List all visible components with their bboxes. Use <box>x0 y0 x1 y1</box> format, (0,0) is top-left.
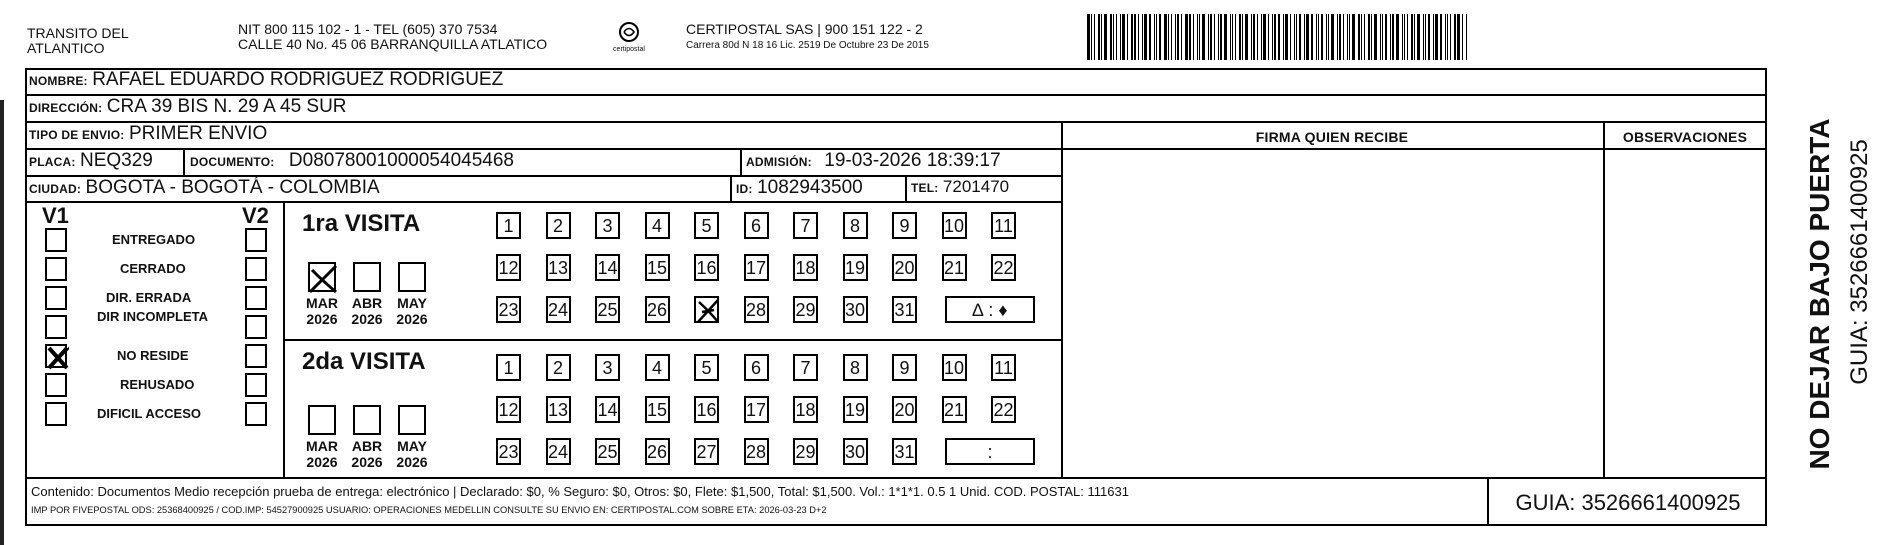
day-box[interactable]: 26 <box>645 296 670 323</box>
day-box[interactable]: 12 <box>496 396 521 423</box>
barcode-icon <box>1087 14 1617 60</box>
barcode-bar <box>1210 14 1212 60</box>
day-box[interactable]: 16 <box>694 254 719 281</box>
day-box[interactable]: 2 <box>546 354 571 381</box>
admision-divider <box>740 148 742 175</box>
barcode-bar <box>1328 14 1329 60</box>
barcode-bar <box>1339 14 1341 60</box>
month-name: MAY <box>397 295 427 311</box>
direccion-value: CRA 39 BIS N. 29 A 45 SUR <box>106 96 347 117</box>
month-label <box>344 295 390 327</box>
barcode-bar <box>1321 14 1323 60</box>
barcode-bar <box>1414 14 1415 60</box>
barcode-bar <box>1402 14 1403 60</box>
barcode-bar <box>1175 14 1176 60</box>
day-box[interactable]: 24 <box>546 296 571 323</box>
month-label <box>344 438 390 470</box>
certipostal-logo-caption: certipostal <box>613 46 645 53</box>
day-box[interactable]: 19 <box>843 254 868 281</box>
barcode-bar <box>1411 14 1413 60</box>
barcode-bar <box>1094 14 1095 60</box>
day-box[interactable]: 5 <box>694 212 719 239</box>
barcode-bar <box>1101 14 1102 60</box>
day-box[interactable]: 7 <box>793 212 818 239</box>
nombre-row <box>29 69 503 91</box>
barcode-bar <box>1087 14 1090 60</box>
v2-checkbox[interactable] <box>245 286 267 310</box>
reason-label: REHUSADO <box>120 377 195 392</box>
barcode-bar <box>1294 14 1295 60</box>
day-box[interactable]: 21 <box>942 396 967 423</box>
admision-label: ADMISIÓN: <box>746 155 812 169</box>
second-visit-title: 2da VISITA <box>302 348 426 375</box>
day-box[interactable]: 15 <box>645 396 670 423</box>
barcode-bar <box>1268 14 1269 60</box>
reason-label: DIR INCOMPLETA <box>97 309 208 324</box>
barcode-bar <box>1214 14 1215 60</box>
v1-checkbox[interactable] <box>45 228 67 252</box>
barcode-bar <box>1445 14 1446 60</box>
ciudad-value: BOGOTA - BOGOTÁ - COLOMBIA <box>85 177 380 198</box>
barcode-bar <box>1251 14 1252 60</box>
carrier-info <box>686 22 929 51</box>
day-box[interactable]: 28 <box>744 438 769 465</box>
time-box[interactable]: : <box>945 438 1035 465</box>
observaciones-area[interactable] <box>1605 150 1765 475</box>
org-contact <box>238 22 547 52</box>
barcode-bar <box>1331 14 1334 60</box>
month-name: ABR <box>351 438 383 454</box>
placa-label: PLACA: <box>29 155 76 169</box>
barcode-bar <box>1149 14 1151 60</box>
month-year: 2026 <box>351 311 383 327</box>
barcode-bar <box>1352 14 1355 60</box>
barcode-bar <box>1257 14 1258 60</box>
nombre-value: RAFAEL EDUARDO RODRIGUEZ RODRIGUEZ <box>92 69 504 90</box>
barcode-bar <box>1358 14 1360 60</box>
v1-header: V1 <box>42 203 69 228</box>
barcode-bar <box>1457 14 1460 60</box>
firma-area[interactable] <box>1063 150 1601 475</box>
side-vertical-text <box>1770 68 1873 526</box>
day-box[interactable]: 25 <box>595 296 620 323</box>
barcode-bar <box>1138 14 1139 60</box>
month-mark-icon <box>310 264 338 294</box>
barcode-bar <box>1171 14 1172 60</box>
barcode-bar <box>1230 14 1231 60</box>
barcode-bar <box>1177 14 1179 60</box>
address-line: CALLE 40 No. 45 06 BARRANQUILLA ATLATICO <box>238 36 548 52</box>
barcode-bar <box>1337 14 1338 60</box>
day-box[interactable]: 8 <box>843 354 868 381</box>
barcode-bar <box>1208 14 1209 60</box>
reason-label: DIFICIL ACCESO <box>97 406 202 421</box>
barcode-bar <box>1278 14 1280 60</box>
month-checkbox[interactable] <box>398 262 426 292</box>
barcode-bar <box>1371 14 1372 60</box>
documento-label: DOCUMENTO: <box>190 155 275 169</box>
barcode-bar <box>1239 14 1241 60</box>
placa-cell <box>29 150 153 172</box>
barcode-bar <box>1349 14 1350 60</box>
barcode-bar <box>1318 14 1319 60</box>
barcode-bar <box>1392 14 1394 60</box>
barcode-bar <box>1261 14 1262 60</box>
check-mark-icon <box>47 346 69 370</box>
day-box[interactable]: 10 <box>942 354 967 381</box>
barcode-bar <box>1104 14 1107 60</box>
time-box[interactable]: ∆ : ♦ <box>945 296 1035 323</box>
day-box[interactable]: 3 <box>595 212 620 239</box>
barcode-bar <box>1466 14 1467 60</box>
v2-checkbox[interactable] <box>245 228 267 252</box>
barcode-bar <box>1122 14 1125 60</box>
day-box[interactable]: 14 <box>595 396 620 423</box>
barcode-bar <box>1197 14 1198 60</box>
day-box[interactable]: 26 <box>645 438 670 465</box>
barcode-bar <box>1181 14 1182 60</box>
footer-imp-line: IMP POR FIVEPOSTAL ODS: 25368400925 / COD.IMP: 54527900925 USUARIO: OPERACIONES MEDELLIN CONSULTE SU ENVIO EN: CERTIPOSTAL.COM SOBRE ETA: 2026-03-23 D+2 <box>31 505 827 515</box>
torn-edge <box>0 100 4 545</box>
barcode-bar <box>1462 14 1463 60</box>
barcode-bar <box>1142 14 1143 60</box>
day-box[interactable]: 6 <box>744 354 769 381</box>
day-box[interactable]: 5 <box>694 354 719 381</box>
footer-contenido: Contenido: Documentos Medio recepción prueba de entrega: electrónico | Declarado: $0, % Seguro: $0, Otros: $0, Flete: $1,500, Total: $1,500. Vol.: 1*1*1. 0.5 1 Unid. COD. POSTAL: 111631 <box>31 484 1129 499</box>
barcode-bar <box>1382 14 1383 60</box>
day-box[interactable]: 3 <box>595 354 620 381</box>
day-box[interactable]: 17 <box>744 254 769 281</box>
barcode-bar <box>1156 14 1157 60</box>
month-checkbox[interactable] <box>353 262 381 292</box>
day-box[interactable]: 9 <box>892 212 917 239</box>
day-box[interactable]: 11 <box>991 354 1016 381</box>
month-checkbox[interactable] <box>308 405 336 435</box>
barcode-bar <box>1110 14 1112 60</box>
admision-cell <box>746 150 1001 172</box>
observaciones-header: OBSERVACIONES <box>1622 129 1748 145</box>
day-box[interactable]: 29 <box>793 296 818 323</box>
barcode-bar <box>1311 14 1313 60</box>
day-box[interactable]: 18 <box>793 254 818 281</box>
barcode-bar <box>1326 14 1327 60</box>
barcode-bar <box>1098 14 1100 60</box>
barcode-bar <box>1296 14 1297 60</box>
v1-checkbox[interactable] <box>45 286 67 310</box>
barcode-bar <box>1361 14 1362 60</box>
barcode-bar <box>1304 14 1305 60</box>
documento-value: D08078001000054045468 <box>288 150 514 171</box>
barcode-bar <box>1199 14 1200 60</box>
month-year: 2026 <box>396 454 428 470</box>
barcode-bar <box>1242 14 1243 60</box>
barcode-bar <box>1131 14 1133 60</box>
barcode-bar <box>1433 14 1434 60</box>
ciudad-label: CIUDAD: <box>29 182 82 196</box>
reasons-divider <box>283 201 285 477</box>
v1-checkbox[interactable] <box>45 402 67 426</box>
barcode-bar <box>1396 14 1399 60</box>
barcode-bar <box>1404 14 1405 60</box>
day-box[interactable]: 7 <box>793 354 818 381</box>
day-box[interactable]: 20 <box>892 396 917 423</box>
barcode-bar <box>1390 14 1391 60</box>
day-box[interactable]: 13 <box>546 254 571 281</box>
month-name: MAY <box>397 438 427 454</box>
reason-label: NO RESIDE <box>117 348 189 363</box>
id-divider <box>730 175 732 201</box>
barcode-bar <box>1454 14 1456 60</box>
day-box[interactable]: 30 <box>843 438 868 465</box>
org-line1: TRANSITO DEL <box>27 25 129 41</box>
id-label: ID: <box>736 182 753 196</box>
barcode-bar <box>1428 14 1430 60</box>
barcode-bar <box>1274 14 1276 60</box>
month-label <box>299 438 345 470</box>
month-label <box>299 295 345 327</box>
barcode-bar <box>1440 14 1442 60</box>
tel-divider <box>905 175 907 201</box>
barcode-bar <box>1425 14 1426 60</box>
barcode-bar <box>1374 14 1377 60</box>
barcode-bar <box>1423 14 1424 60</box>
month-label <box>389 438 435 470</box>
tipo-value: PRIMER ENVIO <box>128 123 268 144</box>
barcode-bar <box>1116 14 1117 60</box>
barcode-bar <box>1091 14 1092 60</box>
barcode-bar <box>1435 14 1438 60</box>
day-box[interactable]: 20 <box>892 254 917 281</box>
v1-checkbox[interactable] <box>45 373 67 397</box>
month-name: MAR <box>306 295 338 311</box>
barcode-bar <box>1193 14 1194 60</box>
reason-label: DIR. ERRADA <box>106 290 192 305</box>
barcode-bar <box>1224 14 1227 60</box>
nit-line: NIT 800 115 102 - 1 - TEL (605) 370 7534 <box>238 21 498 37</box>
month-year: 2026 <box>396 311 428 327</box>
tel-value: 7201470 <box>942 177 1010 196</box>
v2-checkbox[interactable] <box>245 344 267 368</box>
day-box[interactable]: 14 <box>595 254 620 281</box>
day-box[interactable]: 21 <box>942 254 967 281</box>
day-box[interactable]: 2 <box>546 212 571 239</box>
tel-cell <box>911 177 1009 197</box>
barcode-bar <box>1407 14 1408 60</box>
day-box[interactable]: 16 <box>694 396 719 423</box>
day-box[interactable]: 4 <box>645 354 670 381</box>
month-checkbox[interactable] <box>398 405 426 435</box>
month-year: 2026 <box>306 311 338 327</box>
first-visit-title: 1ra VISITA <box>302 210 421 237</box>
barcode-bar <box>1189 14 1191 60</box>
carrier-sub: Carrera 80d N 18 16 Lic. 2519 De Octubre 23 De 2015 <box>686 40 929 51</box>
day-box[interactable]: 9 <box>892 354 917 381</box>
day-box[interactable]: 13 <box>546 396 571 423</box>
org-line2: ATLANTICO <box>27 40 105 56</box>
documento-cell <box>190 150 514 172</box>
day-box[interactable]: 24 <box>546 438 571 465</box>
day-box[interactable]: 22 <box>991 396 1016 423</box>
day-mark-icon <box>696 298 721 325</box>
barcode-bar <box>1253 14 1255 60</box>
tipo-label: TIPO DE ENVIO: <box>29 128 125 142</box>
day-box[interactable]: 6 <box>744 212 769 239</box>
carrier-line: CERTIPOSTAL SAS | 900 151 122 - 2 <box>686 21 923 37</box>
v1-checkbox[interactable] <box>45 257 67 281</box>
barcode-bar <box>1168 14 1169 60</box>
barcode-bar <box>1364 14 1365 60</box>
barcode-bar <box>1417 14 1420 60</box>
barcode-bar <box>1120 14 1121 60</box>
month-checkbox[interactable] <box>308 262 336 292</box>
no-dejar-text: NO DEJAR BAJO PUERTA <box>1804 118 1835 470</box>
barcode-bar <box>1283 14 1284 60</box>
day-box[interactable]: 19 <box>843 396 868 423</box>
footer-divider <box>25 477 1767 479</box>
barcode-bar <box>1263 14 1266 60</box>
barcode-bar <box>1235 14 1236 60</box>
day-box[interactable]: 31 <box>892 296 917 323</box>
barcode-bar <box>1127 14 1128 60</box>
certipostal-logo <box>602 20 656 56</box>
reason-label: ENTREGADO <box>112 232 196 247</box>
day-box[interactable]: 23 <box>496 296 521 323</box>
barcode-bar <box>1290 14 1291 60</box>
month-name: ABR <box>351 295 383 311</box>
day-box[interactable]: 8 <box>843 212 868 239</box>
barcode-bar <box>1185 14 1188 60</box>
v2-checkbox[interactable] <box>245 373 267 397</box>
v2-header: V2 <box>242 203 269 228</box>
tel-label: TEL: <box>911 181 939 195</box>
visit-divider <box>283 339 1061 341</box>
day-box[interactable]: 29 <box>793 438 818 465</box>
barcode-bar <box>1164 14 1167 60</box>
day-box[interactable]: 31 <box>892 438 917 465</box>
nombre-label: NOMBRE: <box>29 74 88 88</box>
barcode-bar <box>1154 14 1155 60</box>
day-box[interactable]: 11 <box>991 212 1016 239</box>
row-divider <box>25 121 1767 123</box>
day-box[interactable] <box>694 296 719 323</box>
day-box[interactable]: 28 <box>744 296 769 323</box>
barcode-bar <box>1347 14 1348 60</box>
reason-label: CERRADO <box>120 261 186 276</box>
row-divider <box>25 201 1061 203</box>
day-box[interactable]: 10 <box>942 212 967 239</box>
day-box[interactable]: 18 <box>793 396 818 423</box>
barcode-bar <box>1218 14 1219 60</box>
month-name: MAR <box>306 438 338 454</box>
v1-checkbox[interactable] <box>45 344 67 368</box>
month-year: 2026 <box>306 454 338 470</box>
direccion-row <box>29 96 347 118</box>
day-box[interactable]: 1 <box>496 212 521 239</box>
id-cell <box>736 177 863 199</box>
side-guia-text: GUIA: 3526661400925 <box>1846 139 1873 385</box>
day-box[interactable]: 17 <box>744 396 769 423</box>
org-name <box>27 26 129 56</box>
month-year: 2026 <box>351 454 383 470</box>
day-box[interactable]: 25 <box>595 438 620 465</box>
barcode-bar <box>1368 14 1370 60</box>
barcode-bar <box>1450 14 1451 60</box>
day-box[interactable]: 30 <box>843 296 868 323</box>
month-label <box>389 295 435 327</box>
day-box[interactable]: 12 <box>496 254 521 281</box>
ciudad-cell <box>29 177 380 199</box>
admision-value: 19-03-2026 18:39:17 <box>824 150 1001 171</box>
barcode-bar <box>1447 14 1448 60</box>
v2-checkbox[interactable] <box>245 257 267 281</box>
barcode-bar <box>1343 14 1344 60</box>
firma-header: FIRMA QUIEN RECIBE <box>1255 129 1409 145</box>
barcode-bar <box>1299 14 1301 60</box>
month-checkbox[interactable] <box>353 405 381 435</box>
barcode-bar <box>1220 14 1222 60</box>
barcode-bar <box>1245 14 1248 60</box>
placa-divider <box>183 148 185 175</box>
barcode-bar <box>1272 14 1273 60</box>
barcode-bar <box>1316 14 1317 60</box>
day-box[interactable]: 22 <box>991 254 1016 281</box>
barcode-bar <box>1134 14 1136 60</box>
barcode-bar <box>1113 14 1114 60</box>
barcode-bar <box>1380 14 1381 60</box>
v2-checkbox[interactable] <box>245 315 267 339</box>
guia-box-divider <box>1487 477 1489 526</box>
v1-checkbox[interactable] <box>45 315 67 339</box>
barcode-bar <box>1232 14 1233 60</box>
day-box[interactable]: 4 <box>645 212 670 239</box>
barcode-bar <box>1285 14 1288 60</box>
day-box[interactable]: 1 <box>496 354 521 381</box>
barcode-bar <box>1159 14 1161 60</box>
day-box[interactable]: 27 <box>694 438 719 465</box>
v2-checkbox[interactable] <box>245 402 267 426</box>
direccion-label: DIRECCIÓN: <box>29 101 103 115</box>
footer-guia-box: GUIA: 3526661400925 <box>1515 490 1741 515</box>
placa-value: NEQ329 <box>79 150 153 171</box>
day-box[interactable]: 23 <box>496 438 521 465</box>
id-value: 1082943500 <box>757 177 863 198</box>
barcode-bar <box>1202 14 1205 60</box>
barcode-bar <box>1144 14 1147 60</box>
barcode-bar <box>1385 14 1387 60</box>
tipo-row <box>29 123 267 145</box>
day-box[interactable]: 15 <box>645 254 670 281</box>
barcode-bar <box>1306 14 1309 60</box>
